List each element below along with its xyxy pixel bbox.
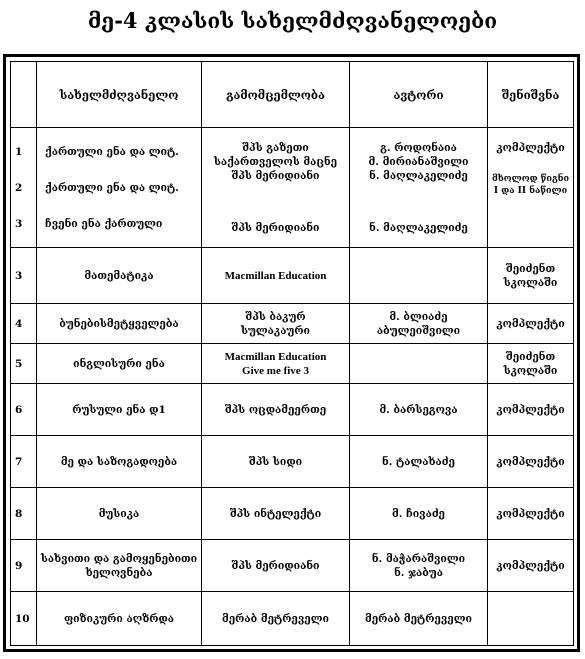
- publisher-name: შპს ბაკურ: [245, 310, 306, 323]
- note-cell: [488, 344, 574, 384]
- author-name: ნ. მაღლაკელიძე: [369, 221, 468, 234]
- author-name: ნ. მაჭარაშვილი: [371, 552, 466, 565]
- table-row: [11, 436, 574, 488]
- author-name: ნ. ტალახაძე: [350, 436, 488, 488]
- publisher-name: შპს მერიდიანი: [202, 540, 350, 592]
- header-note: შენიშვნა: [488, 62, 574, 128]
- subject-name: ბუნებისმეტყველება: [37, 304, 202, 344]
- author-name: [350, 344, 488, 384]
- publisher-name: Macmillan Education: [224, 350, 327, 363]
- author-name: [350, 248, 488, 304]
- subject-name: სახვითი და გამოყენებითი ხელოვნება: [37, 540, 202, 592]
- author-name: მ. მირიანაშვილი: [368, 155, 469, 168]
- note-text: შეიძენთ: [505, 262, 556, 275]
- author-name: აბულეიშვილი: [376, 324, 461, 337]
- header-author: ავტორი: [350, 62, 488, 128]
- publisher-name: შპს ოცდამეერთე: [202, 384, 350, 436]
- publisher-name: მერაბ მეტრეველი: [202, 592, 350, 646]
- note-text: შეიძენთ: [505, 350, 556, 363]
- row-number: 1: [15, 145, 23, 158]
- author-cell: [350, 304, 488, 344]
- note-text: კომპლექტი: [488, 436, 574, 488]
- row-number: 8: [11, 488, 37, 540]
- publisher-name: Give me five 3: [242, 364, 309, 377]
- table-row-georgian: [11, 128, 574, 248]
- row-number: 2: [15, 181, 23, 194]
- page-title: მე-4 კლასის სახელმძღვანელოები: [87, 8, 498, 33]
- note-text: კომპლექტი: [488, 488, 574, 540]
- author-name: მ. ბლიაძე: [389, 310, 448, 323]
- subject-name: მე და საზოგადოება: [37, 436, 202, 488]
- table-row: [11, 384, 574, 436]
- row-number: 3: [11, 248, 37, 304]
- publisher-name: Macmillan Education: [202, 248, 350, 304]
- subject-name: ჩვენი ენა ქართული: [45, 217, 163, 230]
- row-number: 7: [11, 436, 37, 488]
- note-text: კომპლექტი: [496, 141, 565, 154]
- note-text: მხოლოდ წიგნი: [491, 173, 570, 184]
- georgian-subjects-cell: [37, 128, 202, 248]
- subject-name: ქართული ენა და ლიტ.: [45, 181, 179, 194]
- note-text: კომპლექტი: [488, 304, 574, 344]
- header-row: [11, 62, 574, 128]
- subject-name: ქართული ენა და ლიტ.: [45, 145, 179, 158]
- publisher-name: შპს სიდი: [202, 436, 350, 488]
- subject-name: მათემატიკა: [37, 248, 202, 304]
- author-name: მ. ჩივაძე: [350, 488, 488, 540]
- table-row: [11, 248, 574, 304]
- table-row: [11, 344, 574, 384]
- header-textbook: სახელმძღვანელო: [37, 62, 202, 128]
- note-text: სკოლაში: [503, 276, 558, 289]
- publisher-name: საქართველოს მაცნე: [213, 155, 338, 168]
- georgian-notes-cell: [488, 128, 574, 248]
- note-cell: [488, 592, 574, 646]
- author-name: მ. ბარსეგოვა: [350, 384, 488, 436]
- table-row: [11, 304, 574, 344]
- subject-name: რუსული ენა დ1: [37, 384, 202, 436]
- row-number: 10: [11, 592, 37, 646]
- publisher-name: შპს მერიდიანი: [231, 169, 320, 182]
- author-name: მერაბ მეტრეველი: [350, 592, 488, 646]
- header-number: [11, 62, 37, 128]
- note-text: I და II ნაწილი: [493, 185, 568, 196]
- subject-name: ფიზიკური აღზრდა: [37, 592, 202, 646]
- author-name: გ. როდონაია: [380, 141, 457, 154]
- publisher-name: შპს გაზეთი: [242, 141, 309, 154]
- georgian-authors-cell: [350, 128, 488, 248]
- publisher-cell: [202, 344, 350, 384]
- note-text: კომპლექტი: [488, 384, 574, 436]
- author-cell: [350, 540, 488, 592]
- row-number: 6: [11, 384, 37, 436]
- table-row: [11, 488, 574, 540]
- table-row: [11, 540, 574, 592]
- author-name: ნ. ჯაბუა: [394, 566, 443, 579]
- note-text: სკოლაში: [503, 364, 558, 377]
- georgian-numbers-cell: [11, 128, 37, 248]
- publisher-name: სულაკაური: [241, 324, 310, 337]
- textbook-table-frame: [3, 54, 580, 652]
- row-number: 9: [11, 540, 37, 592]
- note-cell: [488, 248, 574, 304]
- subject-name: მუსიკა: [37, 488, 202, 540]
- publisher-name: შპს ინტელექტი: [202, 488, 350, 540]
- note-text: კომპლექტი: [488, 540, 574, 592]
- publisher-name: შპს მერიდიანი: [231, 221, 320, 234]
- textbook-table: [10, 61, 574, 646]
- author-name: ნ. მაღლაკელიძე: [369, 169, 468, 182]
- header-publisher: გამომცემლობა: [202, 62, 350, 128]
- georgian-publishers-cell: [202, 128, 350, 248]
- subject-name: ინგლისური ენა: [37, 344, 202, 384]
- row-number: 5: [11, 344, 37, 384]
- table-row: [11, 592, 574, 646]
- publisher-cell: [202, 304, 350, 344]
- row-number: 3: [15, 217, 23, 230]
- row-number: 4: [11, 304, 37, 344]
